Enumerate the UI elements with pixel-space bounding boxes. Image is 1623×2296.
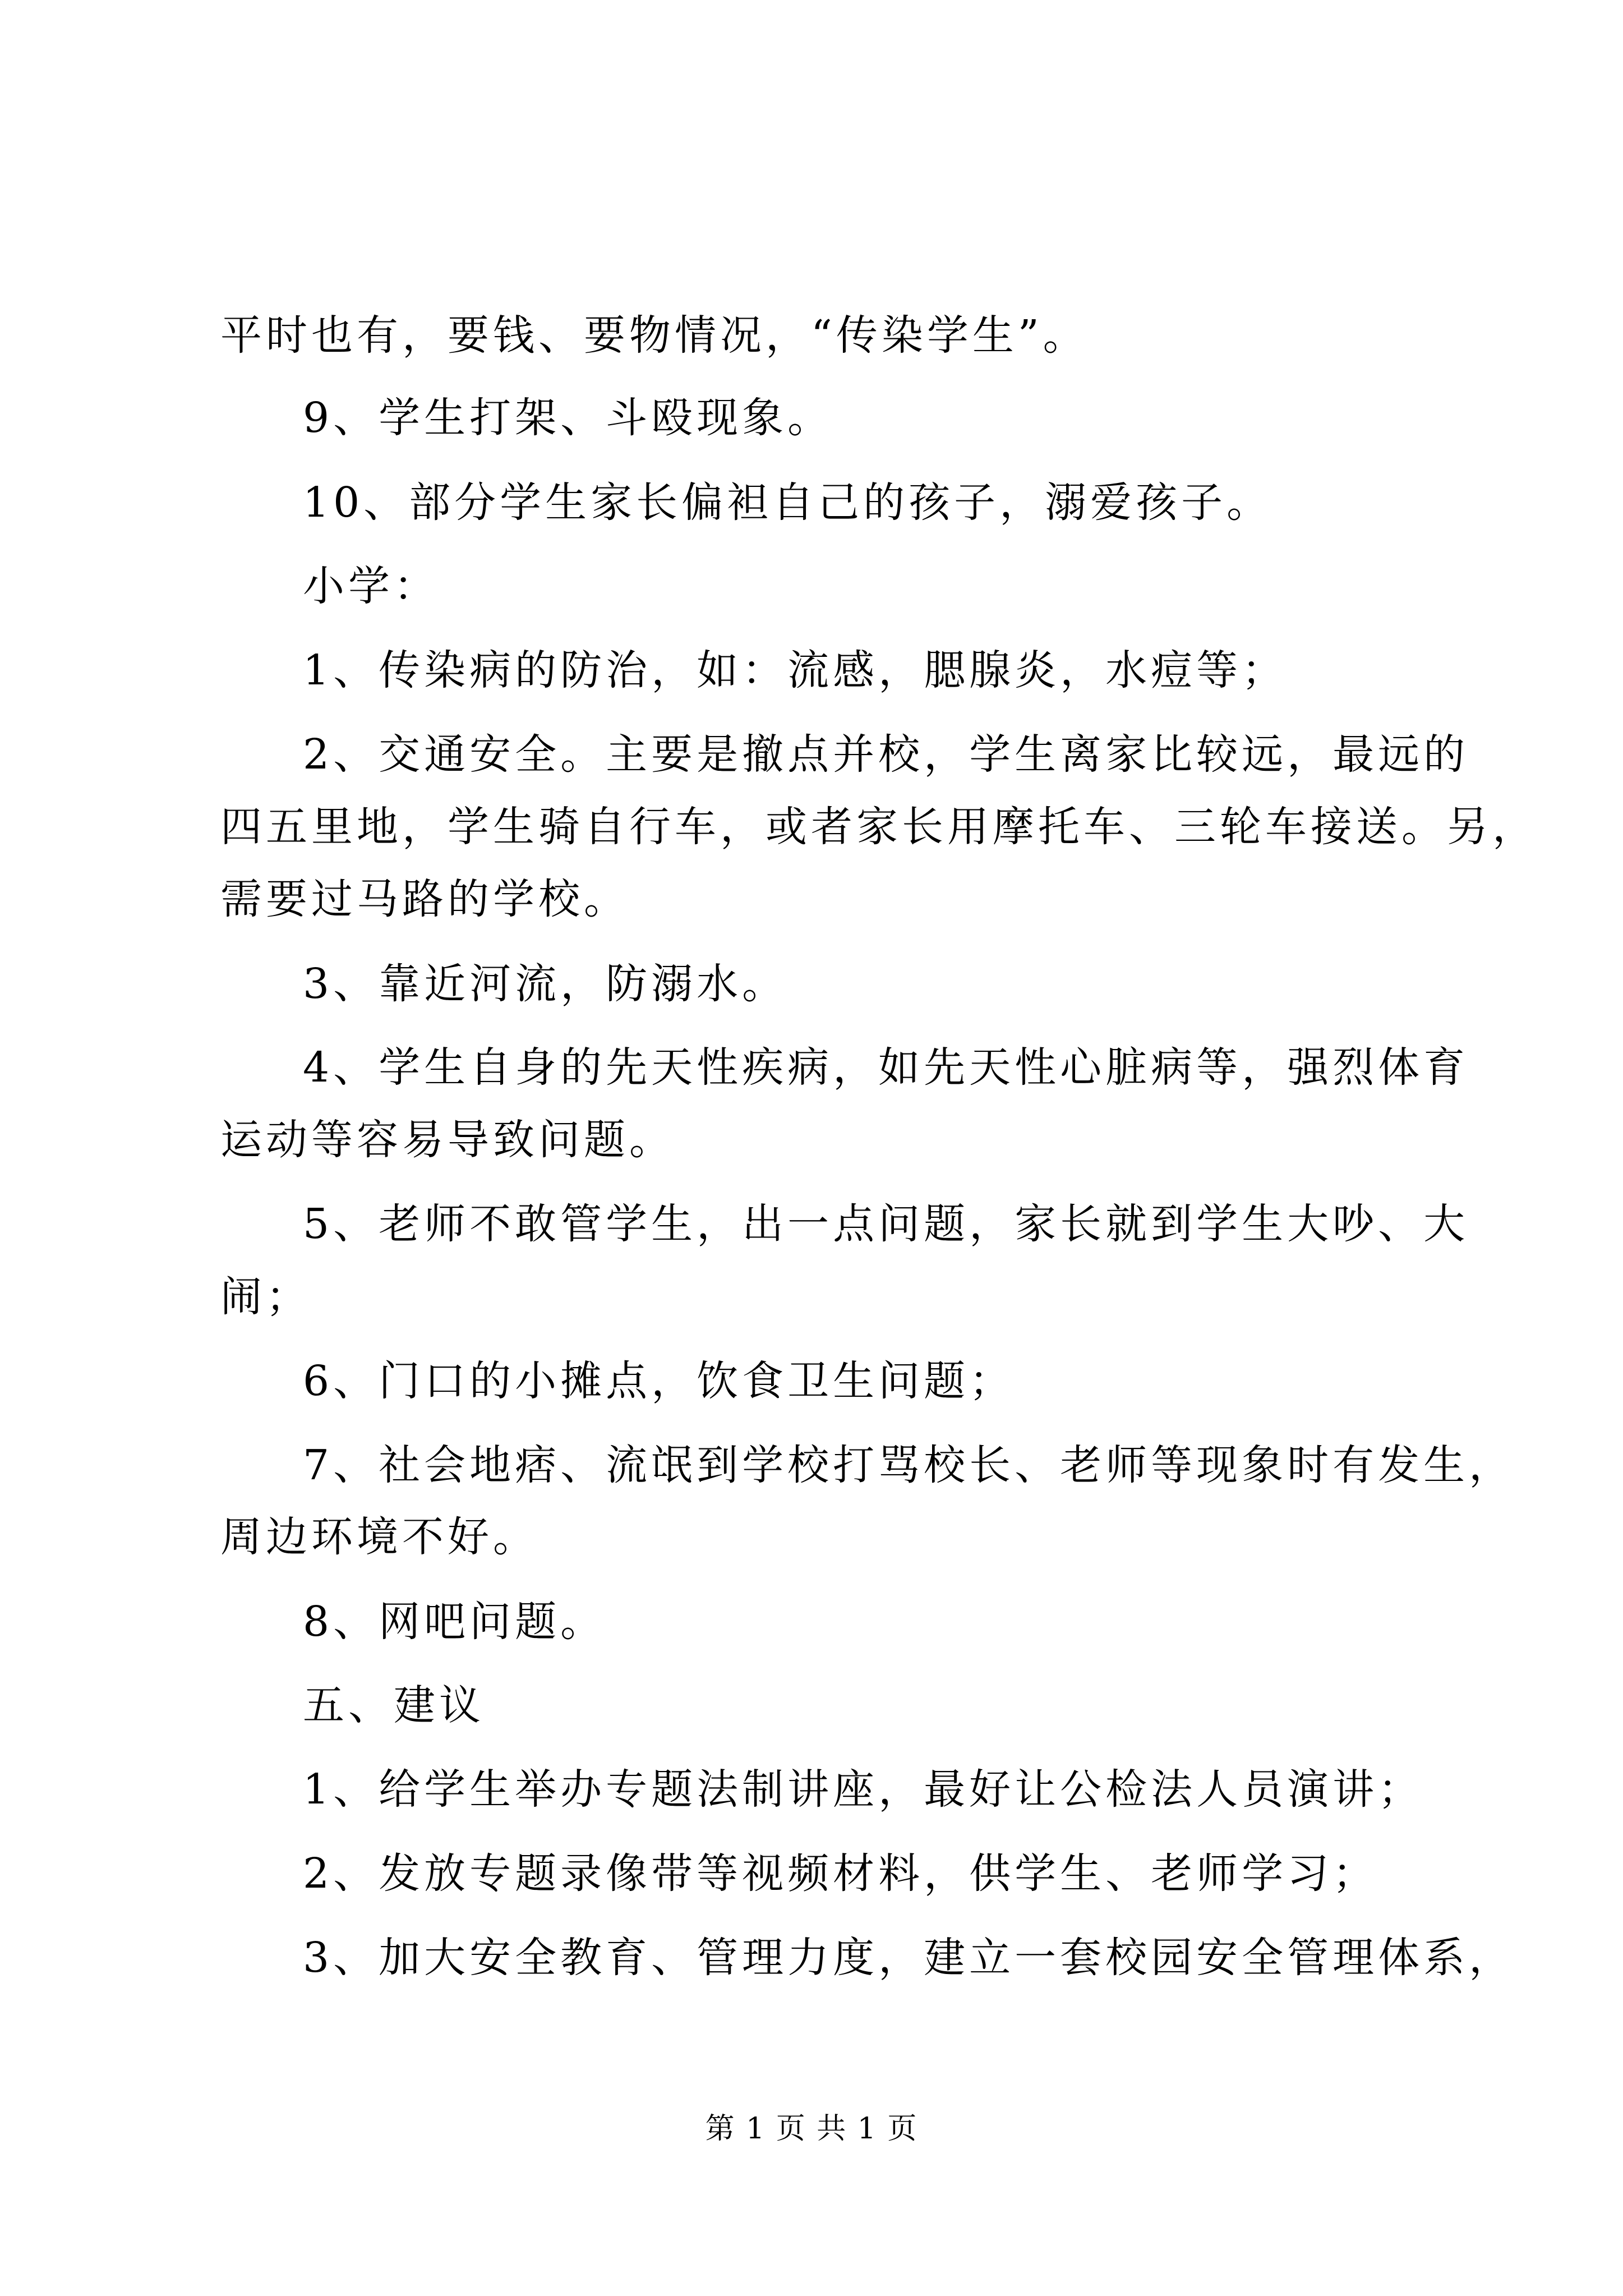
list-item-6: 6、门口的小摊点，饮食卫生问题；: [303, 1357, 1015, 1405]
text-line: 闹；: [220, 1273, 311, 1321]
section-heading-primary-school: 小学：: [303, 562, 439, 610]
list-item-3: 3、靠近河流，防溺水。: [303, 960, 788, 1008]
list-item-1: 1、传染病的防治，如：流感，腮腺炎，水痘等；: [303, 646, 1288, 694]
suggestion-item-1: 1、给学生举办专题法制讲座，最好让公检法人员演讲；: [303, 1765, 1424, 1814]
page-number-footer: 第 1 页 共 1 页: [705, 2112, 918, 2146]
suggestion-item-2: 2、发放专题录像带等视频材料，供学生、老师学习；: [303, 1849, 1378, 1898]
list-item-9: 9、学生打架、斗殴现象。: [303, 394, 833, 442]
text-line: 四五里地，学生骑自行车，或者家长用摩托车、三轮车接送。另，: [220, 803, 1538, 851]
list-item-8: 8、网吧问题。: [303, 1598, 606, 1646]
suggestion-item-3: 3、加大安全教育、管理力度，建立一套校园安全管理体系，: [303, 1934, 1515, 1982]
list-item-2: 2、交通安全。主要是撤点并校，学生离家比较远，最远的: [303, 730, 1469, 779]
list-item-5: 5、老师不敢管学生，出一点问题，家长就到学生大吵、大: [303, 1200, 1469, 1248]
list-item-7: 7、社会地痞、流氓到学校打骂校长、老师等现象时有发生，: [303, 1441, 1515, 1489]
section-heading-suggestions: 五、建议: [303, 1681, 485, 1729]
text-line: 周边环境不好。: [220, 1513, 538, 1561]
list-item-10: 10、部分学生家长偏袒自己的孩子，溺爱孩子。: [303, 478, 1272, 527]
text-line: 需要过马路的学校。: [220, 875, 629, 923]
text-line: 运动等容易导致问题。: [220, 1116, 675, 1164]
list-item-4: 4、学生自身的先天性疾病，如先天性心脏病等，强烈体育: [303, 1043, 1469, 1092]
text-line: 平时也有，要钱、要物情况，“传染学生”。: [220, 311, 1089, 360]
